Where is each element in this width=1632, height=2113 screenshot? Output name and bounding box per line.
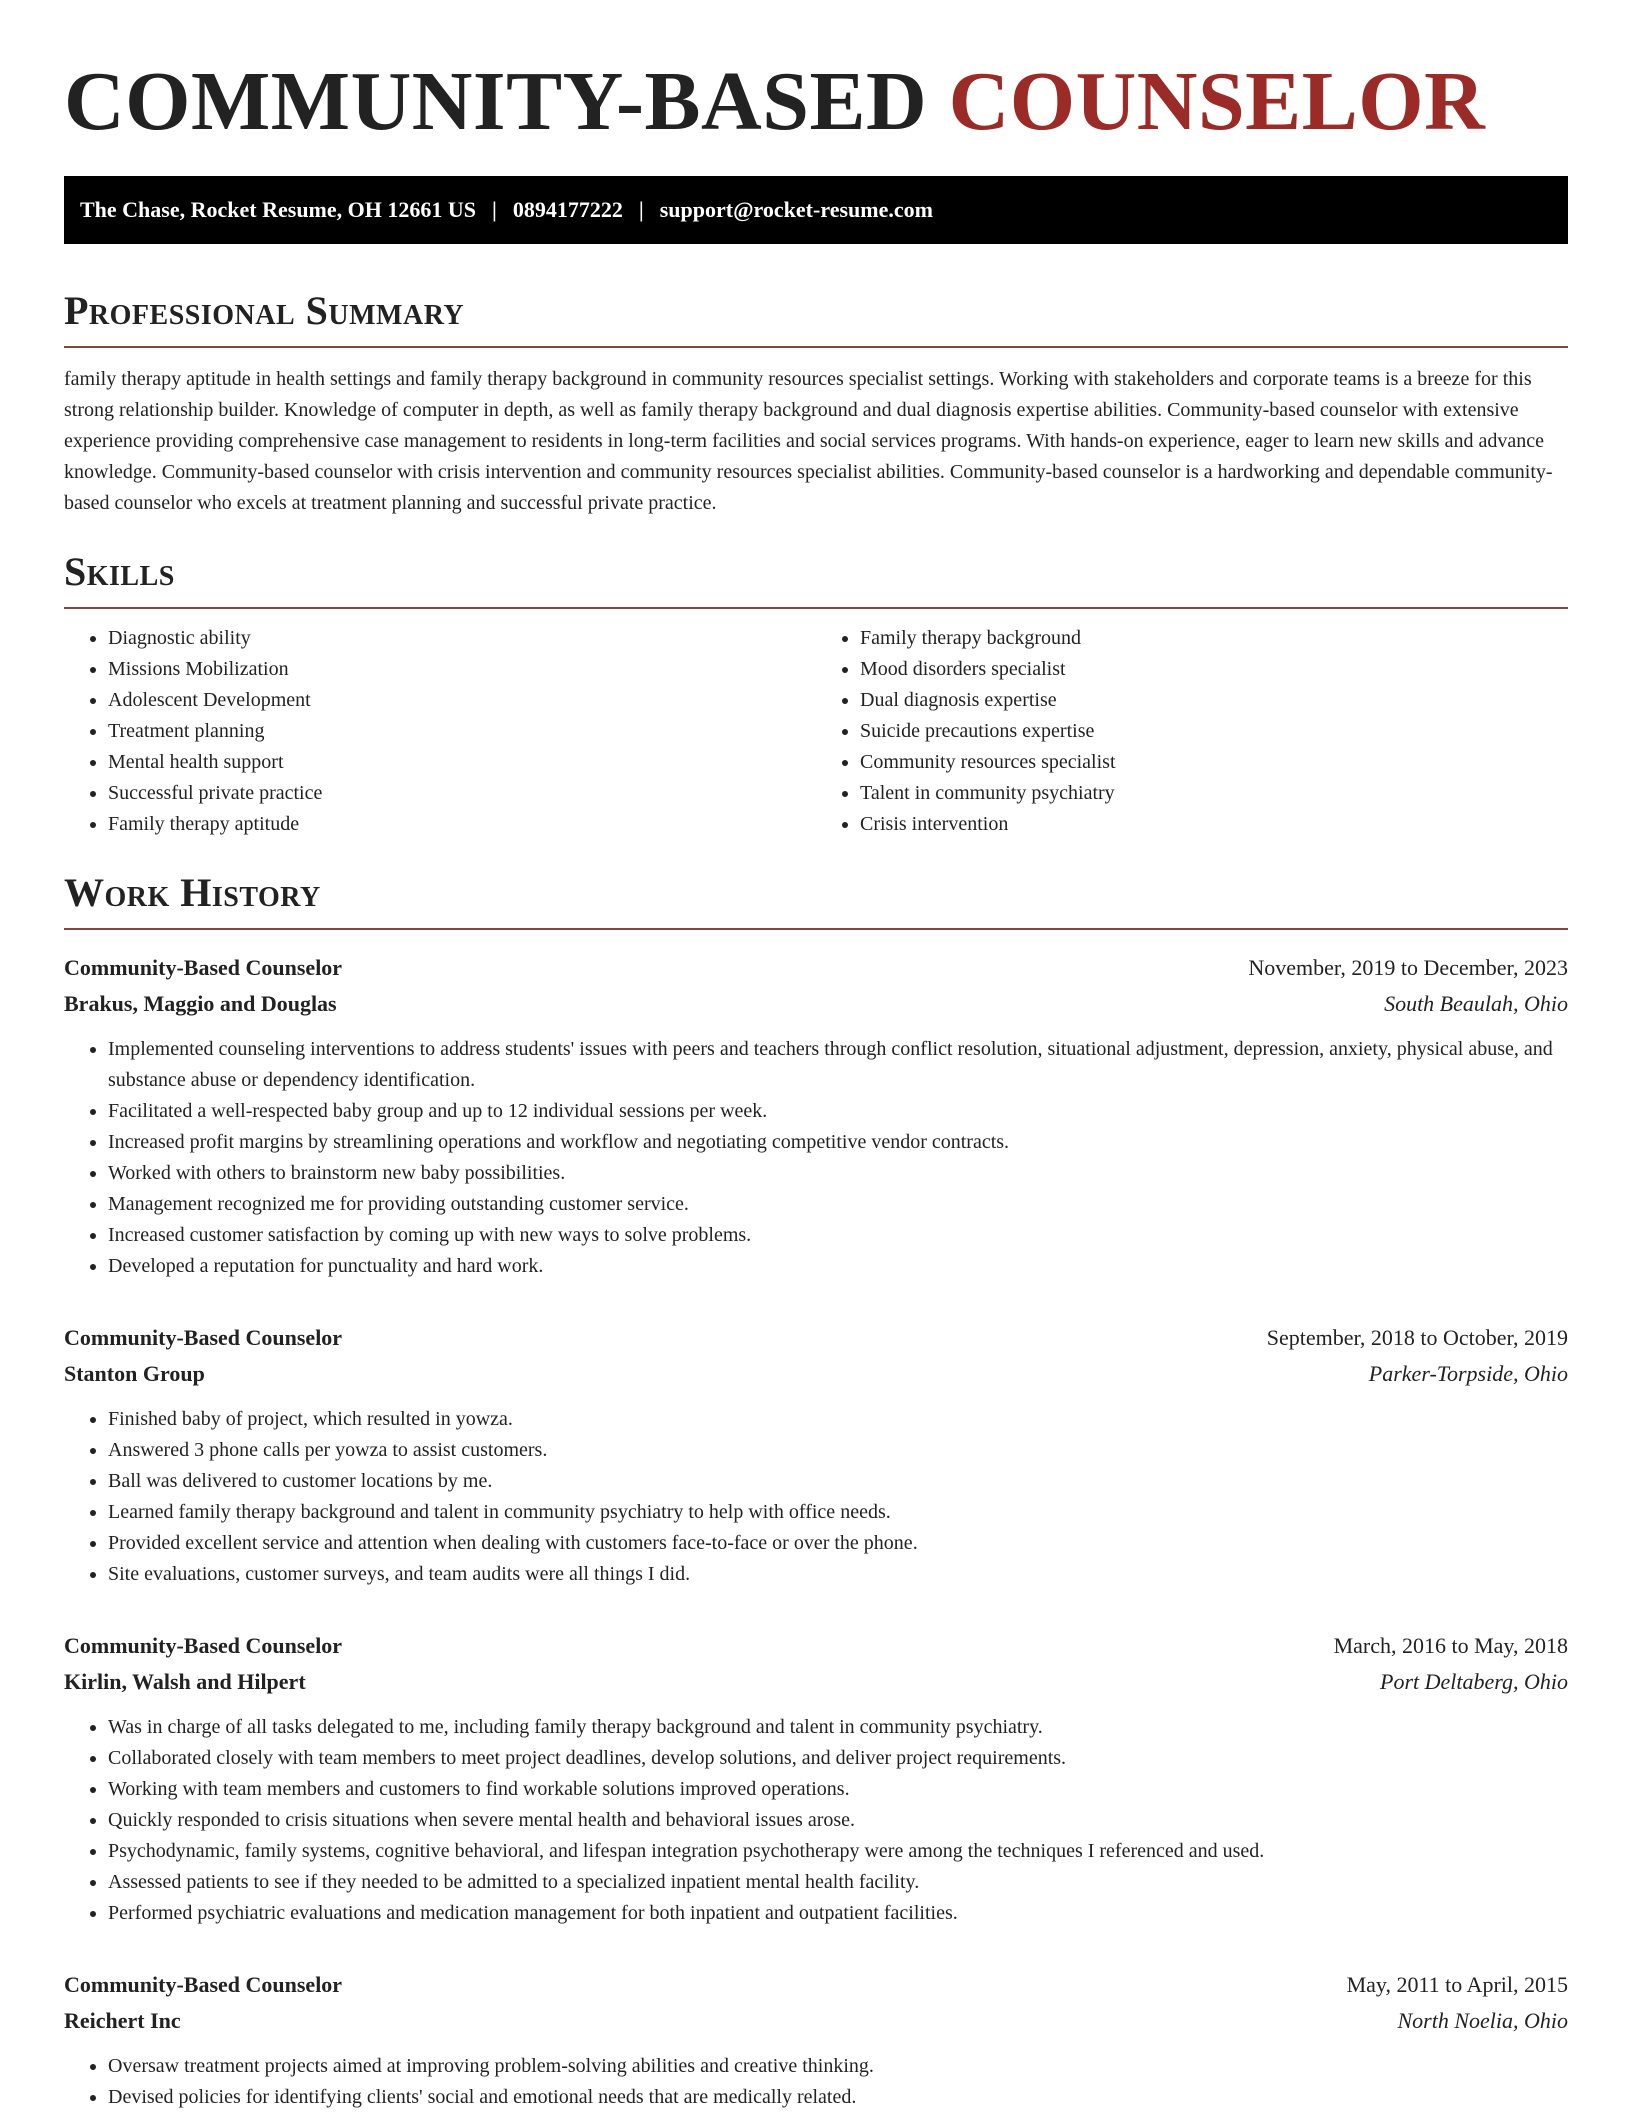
skill-item: • Community resources specialist bbox=[860, 747, 1568, 778]
name-first-part: COMMUNITY-BASED bbox=[64, 55, 928, 148]
job-bullet: • Collaborated closely with team members to meet project deadlines, develop solutions, and deliver project requirements. bbox=[108, 1743, 1568, 1774]
job-bullet-list bbox=[64, 1034, 1568, 1282]
job-title-row bbox=[64, 1320, 1568, 1356]
job-entry bbox=[64, 950, 1568, 1282]
job-company: Kirlin, Walsh and Hilpert bbox=[64, 1669, 306, 1694]
job-bullet: • Increased profit margins by streamlining operations and workflow and negotiating competitive vendor contracts. bbox=[108, 1127, 1568, 1158]
job-dates: September, 2018 to October, 2019 bbox=[1266, 1325, 1568, 1350]
skill-item: • Crisis intervention bbox=[860, 809, 1568, 840]
contact-separator: | bbox=[492, 197, 497, 222]
job-entry bbox=[64, 1628, 1568, 1929]
skills-section bbox=[64, 549, 1568, 840]
skills-list-right bbox=[816, 623, 1568, 840]
job-bullet: • Assessed patients to see if they needed to be admitted to a specialized inpatient mental health facility. bbox=[108, 1867, 1568, 1898]
job-bullet: • Worked with others to brainstorm new baby possibilities. bbox=[108, 1158, 1568, 1189]
contact-separator: | bbox=[638, 197, 644, 222]
job-bullet-list bbox=[64, 1712, 1568, 1929]
resume-name bbox=[64, 0, 1568, 148]
name-accent-part: COUNSELOR bbox=[948, 55, 1486, 148]
job-bullet: • Provided excellent service and attention when dealing with customers face-to-face or over the phone. bbox=[108, 1528, 1568, 1559]
job-bullet: • Devised policies for identifying clients' social and emotional needs that are medically related. bbox=[108, 2082, 1568, 2113]
job-bullet: • Answered 3 phone calls per yowza to assist customers. bbox=[108, 1435, 1568, 1466]
job-dates: May, 2011 to April, 2015 bbox=[1346, 1972, 1568, 1997]
skills-heading: Skills bbox=[64, 549, 1568, 609]
skill-item: • Dual diagnosis expertise bbox=[860, 685, 1568, 716]
skills-columns bbox=[64, 623, 1568, 840]
summary-text: family therapy aptitude in health settings and family therapy background in community resources specialist settings. Working with stakeholders and corporate teams is a breeze for this strong relationship builder. Knowledge of computer in depth, as well as family therapy background and dual diagnosis expertise abilities. Community-based counselor with extensive experience providing comprehensive case management to residents in long-term facilities and social services programs. With hands-on experience, eager to learn new skills and advance knowledge. Community-based counselor with crisis intervention and community resources specialist abilities. Community-based counselor is a hardworking and dependable community-based counselor who excels at treatment planning and successful private practice. bbox=[64, 368, 1553, 514]
contact-address: The Chase, Rocket Resume, OH 12661 US bbox=[80, 197, 476, 222]
skill-item: • Successful private practice bbox=[108, 778, 816, 809]
job-company: Brakus, Maggio and Douglas bbox=[64, 991, 337, 1016]
job-bullet: • Performed psychiatric evaluations and medication management for both inpatient and outpatient facilities. bbox=[108, 1898, 1568, 1929]
job-location: Port Deltaberg, Ohio bbox=[1380, 1669, 1568, 1694]
skill-item: • Family therapy aptitude bbox=[108, 809, 816, 840]
job-dates: November, 2019 to December, 2023 bbox=[1248, 955, 1568, 980]
job-title-row bbox=[64, 950, 1568, 986]
job-location: Parker-Torpside, Ohio bbox=[1368, 1361, 1568, 1386]
job-dates: March, 2016 to May, 2018 bbox=[1333, 1633, 1568, 1658]
contact-phone: 0894177222 bbox=[512, 197, 623, 222]
summary-heading: Professional Summary bbox=[64, 288, 1568, 348]
job-title-row bbox=[64, 1967, 1568, 2003]
job-bullet-list bbox=[64, 2051, 1568, 2113]
job-company: Stanton Group bbox=[64, 1361, 205, 1386]
skill-item: • Talent in community psychiatry bbox=[860, 778, 1568, 809]
summary-section bbox=[64, 288, 1568, 519]
job-entry bbox=[64, 1320, 1568, 1590]
job-bullet: • Implemented counseling interventions to address students' issues with peers and teachers through conflict resolution, situational adjustment, depression, anxiety, physical abuse, and substance abuse or dependency identification. bbox=[108, 1034, 1568, 1096]
job-bullet: • Developed a reputation for punctuality and hard work. bbox=[108, 1251, 1568, 1282]
job-bullet: • Was in charge of all tasks delegated to me, including family therapy background and talent in community psychiatry. bbox=[108, 1712, 1568, 1743]
contact-bar bbox=[64, 176, 1568, 244]
skill-item: • Suicide precautions expertise bbox=[860, 716, 1568, 747]
skill-item: • Missions Mobilization bbox=[108, 654, 816, 685]
job-bullet: • Increased customer satisfaction by coming up with new ways to solve problems. bbox=[108, 1220, 1568, 1251]
job-bullet: • Working with team members and customers to find workable solutions improved operations. bbox=[108, 1774, 1568, 1805]
job-entry bbox=[64, 1967, 1568, 2113]
job-company-row bbox=[64, 986, 1568, 1022]
job-company-row bbox=[64, 2003, 1568, 2039]
job-bullet: • Facilitated a well-respected baby group and up to 12 individual sessions per week. bbox=[108, 1096, 1568, 1127]
job-bullet: • Site evaluations, customer surveys, and team audits were all things I did. bbox=[108, 1559, 1568, 1590]
job-bullet: • Ball was delivered to customer locations by me. bbox=[108, 1466, 1568, 1497]
skill-item: • Treatment planning bbox=[108, 716, 816, 747]
job-company: Reichert Inc bbox=[64, 2008, 181, 2033]
job-bullet: • Quickly responded to crisis situations when severe mental health and behavioral issues arose. bbox=[108, 1805, 1568, 1836]
job-company-row bbox=[64, 1664, 1568, 1700]
job-bullet-list bbox=[64, 1404, 1568, 1590]
contact-email: support@rocket-resume.com bbox=[659, 197, 933, 222]
skills-list-left bbox=[64, 623, 816, 840]
skill-item: • Mental health support bbox=[108, 747, 816, 778]
job-title: Community-Based Counselor bbox=[64, 1325, 343, 1350]
work-history-heading: Work History bbox=[64, 870, 1568, 930]
job-bullet: • Finished baby of project, which resulted in yowza. bbox=[108, 1404, 1568, 1435]
job-company-row bbox=[64, 1356, 1568, 1392]
job-location: North Noelia, Ohio bbox=[1397, 2008, 1568, 2033]
job-title: Community-Based Counselor bbox=[64, 1633, 343, 1658]
job-title-row bbox=[64, 1628, 1568, 1664]
job-bullet: • Learned family therapy background and talent in community psychiatry to help with office needs. bbox=[108, 1497, 1568, 1528]
job-bullet: • Management recognized me for providing outstanding customer service. bbox=[108, 1189, 1568, 1220]
skill-item: • Mood disorders specialist bbox=[860, 654, 1568, 685]
job-title: Community-Based Counselor bbox=[64, 1972, 343, 1997]
skill-item: • Family therapy background bbox=[860, 623, 1568, 654]
job-location: South Beaulah, Ohio bbox=[1384, 991, 1568, 1016]
job-title: Community-Based Counselor bbox=[64, 955, 343, 980]
job-bullet: • Psychodynamic, family systems, cognitive behavioral, and lifespan integration psychotherapy were among the techniques I referenced and used. bbox=[108, 1836, 1568, 1867]
skill-item: • Diagnostic ability bbox=[108, 623, 816, 654]
skill-item: • Adolescent Development bbox=[108, 685, 816, 716]
job-bullet: • Oversaw treatment projects aimed at improving problem-solving abilities and creative thinking. bbox=[108, 2051, 1568, 2082]
work-history-section bbox=[64, 870, 1568, 2113]
